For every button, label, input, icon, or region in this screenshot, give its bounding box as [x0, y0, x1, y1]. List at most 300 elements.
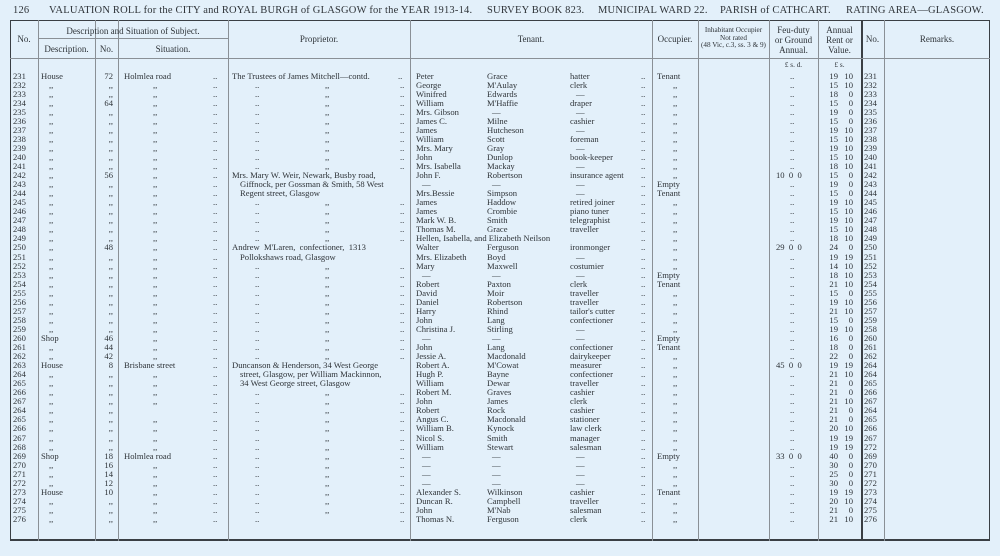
proprietor: Regent street, Glasgow	[240, 188, 320, 199]
leader-dots: ..	[790, 486, 795, 497]
description-ditto: ,,	[49, 233, 54, 244]
row-number: 275	[13, 504, 26, 515]
proprietor-ditto: ,,	[325, 296, 330, 307]
description-ditto: ,,	[49, 495, 54, 506]
rent-pounds: 15	[829, 79, 838, 90]
occupier-ditto: ,,	[673, 323, 678, 334]
tenant-surname: M'Aulay	[487, 79, 518, 90]
tenant-surname: Grace	[487, 224, 508, 235]
row-number: 256	[13, 296, 26, 307]
tenant-first-name: —	[422, 450, 431, 461]
situation-ditto: ,,	[153, 233, 158, 244]
occupier-ditto: ,,	[673, 133, 678, 144]
rent-shillings: 10	[844, 151, 853, 162]
leader-dots: ..	[213, 251, 218, 262]
leader-dots: ..	[255, 432, 260, 443]
tenant-first-name: Mrs. Mary	[416, 142, 453, 153]
tenant-surname: Moir	[487, 287, 505, 298]
row-number-right: 234	[864, 97, 877, 108]
rent-pounds: 15	[829, 97, 838, 108]
row-number-right: 270	[864, 459, 877, 470]
row-number: 235	[13, 106, 26, 117]
leader-dots: ..	[213, 423, 218, 434]
description-ditto: ,,	[49, 468, 54, 479]
leader-dots: ..	[641, 360, 646, 371]
tenant-first-name: Robert M.	[416, 387, 452, 398]
rent-pounds: 19	[829, 323, 838, 334]
situation-ditto: ,,	[153, 504, 158, 515]
row-number-right: 265	[864, 378, 877, 389]
description: House	[41, 486, 63, 497]
situation-ditto: ,,	[153, 179, 158, 190]
description-ditto: ,,	[49, 342, 54, 352]
leader-dots: ..	[400, 396, 405, 407]
proprietor: Giffnock, per Gossman & Smith, 58 West	[240, 179, 384, 190]
proprietor-ditto: ,,	[325, 106, 330, 117]
leader-dots: ..	[255, 88, 260, 99]
tenant-first-name: Mrs.Bessie	[416, 188, 455, 199]
row-number-right: 254	[864, 278, 877, 289]
tenant-occupation: foreman	[570, 133, 599, 144]
leader-dots: ..	[213, 495, 218, 506]
row-number: 242	[13, 170, 26, 181]
occupier-ditto: ,,	[673, 305, 678, 316]
proprietor-ditto: ,,	[325, 233, 330, 244]
rent-pounds: 18	[829, 88, 838, 99]
occupier-ditto: ,,	[673, 351, 678, 362]
rent-pounds: 16	[829, 332, 838, 343]
leader-dots: ..	[641, 378, 646, 389]
rent-pounds: 22	[829, 351, 838, 362]
proprietor-ditto: ,,	[325, 504, 330, 515]
situation-ditto: ,,	[153, 468, 158, 479]
description-ditto: ,,	[49, 197, 54, 208]
leader-dots: ..	[641, 251, 646, 262]
rent-pounds: 21	[829, 504, 838, 515]
street-number: ,,	[108, 314, 113, 325]
proprietor-ditto: ,,	[325, 441, 330, 452]
tenant-occupation: confectioner	[570, 314, 613, 325]
leader-dots: ..	[641, 305, 646, 316]
leader-dots: ..	[400, 468, 405, 479]
row-number: 272	[13, 477, 26, 488]
header-feu-line3: Annual.	[779, 45, 808, 55]
tenant-occupation: tailor's cutter	[570, 305, 615, 316]
row-number-right: 250	[864, 242, 877, 253]
tenant-surname: Grace	[487, 70, 508, 81]
tenant-surname: Simpson	[487, 188, 518, 199]
situation-ditto: ,,	[153, 378, 158, 389]
street-number: ,,	[108, 151, 113, 162]
leader-dots: ..	[213, 450, 218, 461]
leader-dots: ..	[790, 233, 795, 244]
leader-dots: ..	[255, 342, 260, 352]
situation-ditto: ,,	[153, 224, 158, 235]
leader-dots: ..	[641, 423, 646, 434]
situation: Holmlea road	[124, 450, 172, 461]
description-ditto: ,,	[49, 314, 54, 325]
tenant-surname: Scott	[487, 133, 505, 144]
proprietor-ditto: ,,	[325, 133, 330, 144]
leader-dots: ..	[790, 97, 795, 108]
tenant-surname: Edwards	[487, 88, 518, 99]
occupier-ditto: ,,	[673, 97, 678, 108]
tenant-surname: —	[492, 450, 501, 461]
tenant-occupation: —	[576, 106, 585, 117]
occupier: Empty	[657, 179, 680, 190]
situation-ditto: ,,	[153, 495, 158, 506]
header-proprietor: Proprietor.	[299, 34, 339, 44]
tenant-occupation: retired joiner	[570, 197, 615, 208]
tenant-surname: Ferguson	[487, 242, 519, 253]
street-number: 14	[104, 468, 113, 479]
rent-pounds: 15	[829, 151, 838, 162]
leader-dots: ..	[255, 233, 260, 244]
leader-dots: ..	[213, 133, 218, 144]
proprietor-ditto: ,,	[325, 151, 330, 162]
description-ditto: ,,	[49, 405, 54, 416]
description-ditto: ,,	[49, 260, 54, 271]
tenant-surname: Macdonald	[487, 414, 526, 425]
rent-pounds: 19	[829, 441, 838, 452]
street-number: ,,	[108, 287, 113, 298]
rent-shillings: 0	[848, 504, 853, 515]
rating-area: RATING AREA—GLASGOW.	[846, 5, 984, 16]
street-number: 46	[104, 332, 113, 343]
rent-pounds: 19	[829, 124, 838, 135]
row-number: 255	[13, 287, 26, 298]
situation-ditto: ,,	[153, 88, 158, 99]
rent-pounds: 19	[829, 251, 838, 262]
occupier: Empty	[657, 450, 680, 461]
proprietor-ditto: ,,	[325, 414, 330, 425]
row-number: 254	[13, 278, 26, 289]
row-number: 266	[13, 423, 26, 434]
rent-pounds: 15	[829, 206, 838, 217]
occupier-ditto: ,,	[673, 79, 678, 90]
street-number: ,,	[108, 233, 113, 244]
leader-dots: ..	[213, 378, 218, 389]
tenant-first-name: John	[416, 342, 433, 352]
tenant-first-name: —	[422, 459, 431, 470]
header-no: No.	[17, 34, 31, 44]
street-number: ,,	[108, 405, 113, 416]
rent-shillings: 10	[844, 278, 853, 289]
proprietor-ditto: ,,	[325, 423, 330, 434]
rent-pounds: 21	[829, 414, 838, 425]
leader-dots: ..	[641, 513, 646, 524]
situation-ditto: ,,	[153, 287, 158, 298]
roll-title: VALUATION ROLL for the CITY and ROYAL BURGH of GLASGOW for the YEAR 1913-14.	[49, 5, 473, 16]
leader-dots: ..	[641, 88, 646, 99]
tenant-first-name: James	[416, 124, 438, 135]
header-situation: Situation.	[155, 44, 191, 54]
situation-ditto: ,,	[153, 142, 158, 153]
leader-dots: ..	[790, 179, 795, 190]
leader-dots: ..	[255, 133, 260, 144]
tenant-occupation: cashier	[570, 387, 595, 398]
occupier-ditto: ,,	[673, 224, 678, 235]
occupier-ditto: ,,	[673, 459, 678, 470]
leader-dots: ..	[790, 269, 795, 280]
occupier-ditto: ,,	[673, 233, 678, 244]
street-number: 12	[104, 477, 113, 488]
leader-dots: ..	[400, 142, 405, 153]
leader-dots: ..	[213, 151, 218, 162]
description-ditto: ,,	[49, 224, 54, 235]
proprietor: 34 West George street, Glasgow	[240, 378, 351, 389]
occupier-ditto: ,,	[673, 314, 678, 325]
row-number: 237	[13, 124, 26, 135]
row-number-right: 272	[864, 441, 877, 452]
tenant-occupation: —	[576, 124, 585, 135]
rent-shillings: 0	[848, 170, 853, 181]
row-number-right: 275	[864, 504, 877, 515]
tenant-surname: M'Nab	[487, 504, 511, 515]
occupier: Tenant	[657, 188, 681, 199]
proprietor: street, Glasgow, per William Mackinnon,	[240, 369, 382, 380]
row-number: 268	[13, 441, 26, 452]
rent-pounds: 40	[829, 450, 838, 461]
tenant-occupation: —	[576, 459, 585, 470]
leader-dots: ..	[400, 387, 405, 398]
leader-dots: ..	[790, 305, 795, 316]
leader-dots: ..	[641, 323, 646, 334]
leader-dots: ..	[641, 342, 646, 352]
tenant-occupation: —	[576, 179, 585, 190]
situation-ditto: ,,	[153, 242, 158, 253]
proprietor-ditto: ,,	[325, 224, 330, 235]
leader-dots: ..	[641, 79, 646, 90]
leader-dots: ..	[213, 88, 218, 99]
feu-duty: 45 0 0	[776, 360, 802, 371]
rent-shillings: 10	[844, 224, 853, 235]
leader-dots: ..	[255, 504, 260, 515]
tenant-occupation: cashier	[570, 405, 595, 416]
leader-dots: ..	[641, 115, 646, 126]
row-number-right: 274	[864, 495, 877, 506]
tenant-surname: Kynock	[487, 423, 515, 434]
rent-shillings: 10	[844, 133, 853, 144]
leader-dots: ..	[790, 513, 795, 524]
leader-dots: ..	[255, 305, 260, 316]
leader-dots: ..	[255, 396, 260, 407]
rent-shillings: 10	[844, 513, 853, 524]
tenant-occupation: —	[576, 323, 585, 334]
tenant-first-name: James C.	[416, 115, 448, 126]
proprietor-ditto: ,,	[325, 206, 330, 217]
proprietor-ditto: ,,	[325, 342, 330, 352]
street-number: ,,	[108, 161, 113, 171]
description-ditto: ,,	[49, 351, 54, 362]
leader-dots: ..	[213, 179, 218, 190]
tenant-first-name: John	[416, 396, 433, 407]
tenant-occupation: manager	[570, 432, 600, 443]
tenant-first-name: Alexander S.	[416, 486, 461, 497]
street-number: ,,	[108, 206, 113, 217]
description-ditto: ,,	[49, 133, 54, 144]
leader-dots: ..	[400, 224, 405, 235]
leader-dots: ..	[641, 215, 646, 226]
rent-pounds: 18	[829, 161, 838, 171]
row-number: 234	[13, 97, 26, 108]
tenant-first-name: William B.	[416, 423, 454, 434]
rent-pounds: 19	[829, 215, 838, 226]
header-annual-rent	[818, 25, 861, 55]
leader-dots: ..	[790, 323, 795, 334]
tenant-occupation: —	[576, 269, 585, 280]
header-rule	[10, 58, 990, 59]
tenant-surname: Boyd	[487, 251, 506, 262]
occupier-ditto: ,,	[673, 161, 678, 171]
leader-dots: ..	[400, 206, 405, 217]
tenant-surname: Haddow	[487, 197, 517, 208]
rent-shillings: 10	[844, 124, 853, 135]
leader-dots: ..	[400, 97, 405, 108]
leader-dots: ..	[641, 314, 646, 325]
rent-pounds: 18	[829, 233, 838, 244]
tenant-occupation: confectioner	[570, 342, 613, 352]
street-number: ,,	[108, 278, 113, 289]
rent-pounds: 21	[829, 405, 838, 416]
row-number: 271	[13, 468, 26, 479]
leader-dots: ..	[213, 314, 218, 325]
leader-dots: ..	[255, 450, 260, 461]
tenant-occupation: —	[576, 188, 585, 199]
leader-dots: ..	[400, 161, 405, 171]
rent-shillings: 0	[848, 387, 853, 398]
occupier-ditto: ,,	[673, 378, 678, 389]
tenant-surname: Lang	[487, 342, 505, 352]
situation-ditto: ,,	[153, 423, 158, 434]
occupier: Empty	[657, 332, 680, 343]
street-number: ,,	[108, 432, 113, 443]
situation-ditto: ,,	[153, 513, 158, 524]
leader-dots: ..	[400, 197, 405, 208]
leader-dots: ..	[255, 278, 260, 289]
tenant-first-name: Walter	[416, 242, 439, 253]
situation-ditto: ,,	[153, 79, 158, 90]
leader-dots: ..	[790, 206, 795, 217]
situation-ditto: ,,	[153, 414, 158, 425]
rent-pounds: 18	[829, 269, 838, 280]
tenant-surname: Robertson	[487, 296, 523, 307]
leader-dots: ..	[641, 468, 646, 479]
row-number: 259	[13, 323, 26, 334]
occupier-ditto: ,,	[673, 396, 678, 407]
leader-dots: ..	[400, 486, 405, 497]
rent-shillings: 10	[844, 369, 853, 380]
tenant-surname: —	[492, 179, 501, 190]
tenant-first-name: —	[422, 179, 431, 190]
header-feu-line1: Feu-duty	[777, 25, 810, 35]
rent-shillings: 10	[844, 142, 853, 153]
street-number: ,,	[108, 124, 113, 135]
column-rule	[228, 20, 229, 541]
leader-dots: ..	[255, 97, 260, 108]
leader-dots: ..	[641, 179, 646, 190]
situation-ditto: ,,	[153, 332, 158, 343]
rent-shillings: 0	[848, 477, 853, 488]
rent-pounds: 15	[829, 224, 838, 235]
rent-shillings: 0	[848, 450, 853, 461]
tenant-first-name: —	[422, 477, 431, 488]
description-ditto: ,,	[49, 423, 54, 434]
tenant-surname: Graves	[487, 387, 512, 398]
row-number-right: 260	[864, 332, 877, 343]
row-number: 243	[13, 179, 26, 190]
rent-shillings: 0	[848, 351, 853, 362]
situation-ditto: ,,	[153, 278, 158, 289]
leader-dots: ..	[213, 124, 218, 135]
rent-pounds: 19	[829, 197, 838, 208]
leader-dots: ..	[213, 79, 218, 90]
leader-dots: ..	[400, 88, 405, 99]
tenant-occupation: —	[576, 142, 585, 153]
description-ditto: ,,	[49, 179, 54, 190]
proprietor-ditto: ,,	[325, 115, 330, 126]
rent-shillings: 10	[844, 206, 853, 217]
leader-dots: ..	[213, 97, 218, 108]
leader-dots: ..	[400, 305, 405, 316]
tenant-occupation: cashier	[570, 115, 595, 126]
street-number: ,,	[108, 106, 113, 117]
header-remarks: Remarks.	[919, 34, 955, 44]
leader-dots: ..	[255, 106, 260, 117]
proprietor-ditto: ,,	[325, 269, 330, 280]
row-number-right: 259	[864, 314, 877, 325]
row-number: 236	[13, 115, 26, 126]
leader-dots: ..	[255, 468, 260, 479]
leader-dots: ..	[400, 260, 405, 271]
tenant-first-name: John	[416, 314, 433, 325]
rent-shillings: 10	[844, 260, 853, 271]
situation-ditto: ,,	[153, 197, 158, 208]
tenant-surname: Crombie	[487, 206, 518, 217]
occupier-ditto: ,,	[673, 151, 678, 162]
column-rule	[652, 20, 653, 541]
proprietor-ditto: ,,	[325, 161, 330, 171]
row-number-right: 266	[864, 423, 877, 434]
leader-dots: ..	[255, 124, 260, 135]
tenant-surname: Maxwell	[487, 260, 518, 271]
row-number-right: 248	[864, 224, 877, 235]
tenant-occupation: stationer	[570, 414, 600, 425]
rent-pounds: 30	[829, 477, 838, 488]
leader-dots: ..	[790, 106, 795, 117]
leader-dots: ..	[400, 151, 405, 162]
leader-dots: ..	[213, 269, 218, 280]
rent-shillings: 10	[844, 70, 853, 81]
tenant-surname: M'Haffie	[487, 97, 518, 108]
street-number: ,,	[108, 378, 113, 389]
leader-dots: ..	[790, 79, 795, 90]
leader-dots: ..	[641, 260, 646, 271]
leader-dots: ..	[790, 468, 795, 479]
rent-shillings: 0	[848, 287, 853, 298]
row-number: 267	[13, 432, 26, 443]
tenant-first-name: Daniel	[416, 296, 439, 307]
leader-dots: ..	[213, 486, 218, 497]
situation-ditto: ,,	[153, 323, 158, 334]
row-number-right: 242	[864, 170, 877, 181]
situation-ditto: ,,	[153, 260, 158, 271]
leader-dots: ..	[255, 296, 260, 307]
proprietor: Andrew M'Laren, confectioner, 1313	[232, 242, 366, 253]
description-ditto: ,,	[49, 459, 54, 470]
leader-dots: ..	[400, 432, 405, 443]
street-number: 72	[104, 70, 113, 81]
